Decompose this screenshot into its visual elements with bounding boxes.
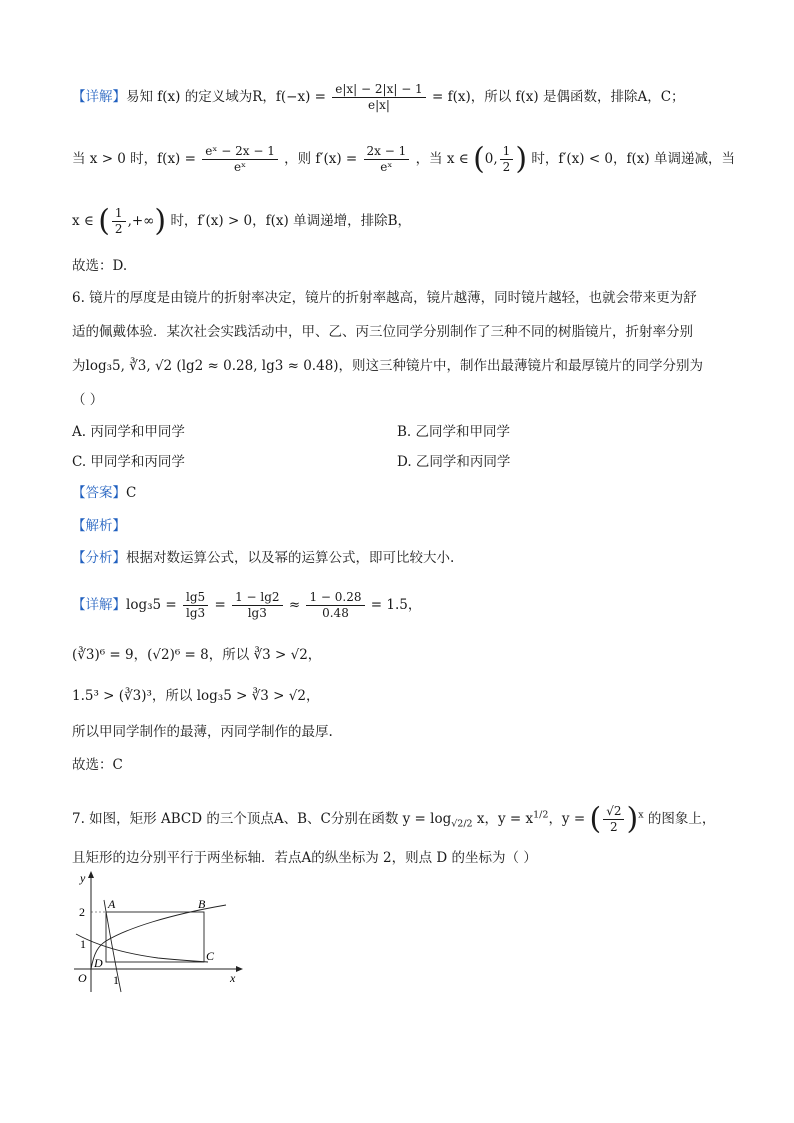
numerator: √2 [603, 804, 624, 820]
text: log₃5 = [126, 597, 177, 613]
label-c: C [206, 949, 215, 963]
step-2: 1.5³ > (∛3)³，所以 log₃5 > ∛3 > √2， [72, 688, 320, 704]
y-axis-arrow [88, 871, 94, 878]
text: ，y = x [484, 811, 534, 827]
text: 的图象上， [647, 811, 716, 827]
q7-line-1 [72, 801, 716, 837]
denominator: lg3 [247, 606, 267, 620]
paren: ( [473, 141, 485, 177]
text: 时，f′(x) < 0，f(x) 单调递减，当 [531, 151, 735, 167]
label-b: B [198, 897, 206, 911]
rectangle-figure [68, 868, 248, 998]
denominator: 2 [114, 222, 123, 236]
x-axis-arrow [236, 966, 243, 972]
denominator: eˣ [233, 160, 247, 174]
numerator: eˣ − 2x − 1 [202, 144, 278, 160]
numerator: 1 [500, 144, 514, 160]
step-1: (∛3)⁶ = 9，(√2)⁶ = 8，所以 ∛3 > √2， [72, 647, 322, 663]
numerator: 2x − 1 [364, 144, 410, 160]
denominator: 2 [502, 160, 511, 174]
answer-value: C [126, 485, 137, 501]
fraction [183, 590, 208, 621]
option-c: C. 甲同学和丙同学 [72, 454, 185, 470]
denominator: lg3 [186, 606, 206, 620]
analysis-heading [72, 516, 126, 536]
answer-choice-line: 故选：D. [72, 258, 128, 274]
paren: ) [154, 203, 167, 239]
xiangjie-tag: 【详解】 [72, 597, 126, 613]
denominator: eˣ [380, 160, 393, 174]
label-y: y [80, 871, 86, 885]
text: = 1.5， [370, 597, 422, 613]
label-x: x [230, 971, 236, 985]
numerator: 1 − 0.28 [306, 590, 364, 606]
text: = [214, 597, 226, 613]
label-one-x: 1 [113, 973, 119, 987]
q7-line-2: 且矩形的边分别平行于两坐标轴．若点A的纵坐标为 2，则点 D 的坐标为（ ） [72, 850, 537, 866]
text: 当 x > 0 时，f(x) = [72, 151, 196, 167]
text: x [476, 811, 485, 827]
analysis-tag: 【解析】 [72, 518, 126, 534]
step-3: 所以甲同学制作的最薄，丙同学制作的最厚. [72, 724, 333, 740]
q6-line-1: 6. 镜片的厚度是由镜片的折射率决定，镜片的折射率越高，镜片越薄，同时镜片越轻，也就会带来更为舒 [72, 290, 697, 306]
fraction [202, 144, 278, 175]
label-a: A [108, 897, 116, 911]
numerator: e|x| − 2|x| − 1 [332, 82, 425, 98]
denominator: e|x| [367, 98, 390, 112]
option-a: A. 丙同学和甲同学 [72, 424, 185, 440]
label-two: 2 [79, 905, 85, 919]
fraction [500, 144, 514, 175]
numerator: 1 [112, 206, 126, 222]
xiangjie-line [72, 590, 421, 621]
text: = f(x)，所以 f(x) 是偶函数，排除A，C； [432, 89, 685, 105]
denominator: 2 [610, 820, 618, 834]
numerator: 1 − lg2 [232, 590, 282, 606]
solution-line-3 [72, 203, 411, 239]
exponent: 1/2 [533, 809, 549, 821]
q6-line-2: 适的佩戴体验．某次社会实践活动中，甲、乙、丙三位同学分别制作了三种不同的树脂镜片，折射率分别 [72, 324, 693, 340]
text: ，则 f′(x) = [284, 151, 358, 167]
label-d: D [94, 956, 103, 970]
fraction [603, 804, 624, 835]
answer-tag: 【答案】 [72, 485, 126, 501]
text: ≈ [288, 597, 301, 613]
fraction [364, 144, 410, 175]
solution-line-2 [72, 141, 735, 177]
fenxi-tag: 【分析】 [72, 550, 126, 566]
fenxi-text: 根据对数运算公式，以及幂的运算公式，即可比较大小. [126, 550, 455, 566]
detail-tag: 【详解】 [72, 89, 126, 105]
step-4: 故选：C [72, 757, 123, 773]
text: 时，f′(x) > 0，f(x) 单调递增，排除B， [170, 213, 411, 229]
option-b: B. 乙同学和甲同学 [397, 424, 511, 440]
text: 0, [484, 151, 498, 167]
text: ，y = [548, 811, 586, 827]
paren: ) [515, 141, 528, 177]
rectangle-abcd [106, 912, 204, 962]
text: ,+∞ [127, 213, 155, 229]
fraction [112, 206, 126, 237]
paren: ) [626, 801, 639, 837]
answer-line [72, 483, 136, 503]
log-base: √2/2 [451, 818, 473, 830]
q6-paren: （ ） [72, 392, 104, 408]
fenxi-line [72, 548, 454, 568]
label-origin: O [78, 971, 87, 985]
label-one-y: 1 [80, 937, 86, 951]
solution-line-1 [72, 82, 685, 113]
numerator: lg5 [183, 590, 208, 606]
exponent: x [638, 809, 644, 821]
option-d: D. 乙同学和丙同学 [397, 454, 511, 470]
denominator: 0.48 [322, 606, 349, 620]
fraction [306, 590, 364, 621]
q6-line-3: 为log₃5, ∛3, √2 (lg2 ≈ 0.28, lg3 ≈ 0.48)，则这三种镜片中，制作出最薄镜片和最厚镜片的同学分别为 [72, 358, 704, 374]
fraction [332, 82, 425, 113]
paren: ( [589, 801, 602, 837]
text: y = log [402, 811, 452, 827]
fraction [232, 590, 282, 621]
paren: ( [98, 203, 110, 239]
text: 7. 如图，矩形 ABCD 的三个顶点A、B、C分别在函数 [72, 811, 399, 827]
text: 易知 f(x) 的定义域为R，f(−x) = [126, 89, 326, 105]
text: x ∈ [72, 213, 94, 229]
text: ，当 x ∈ [415, 151, 469, 167]
